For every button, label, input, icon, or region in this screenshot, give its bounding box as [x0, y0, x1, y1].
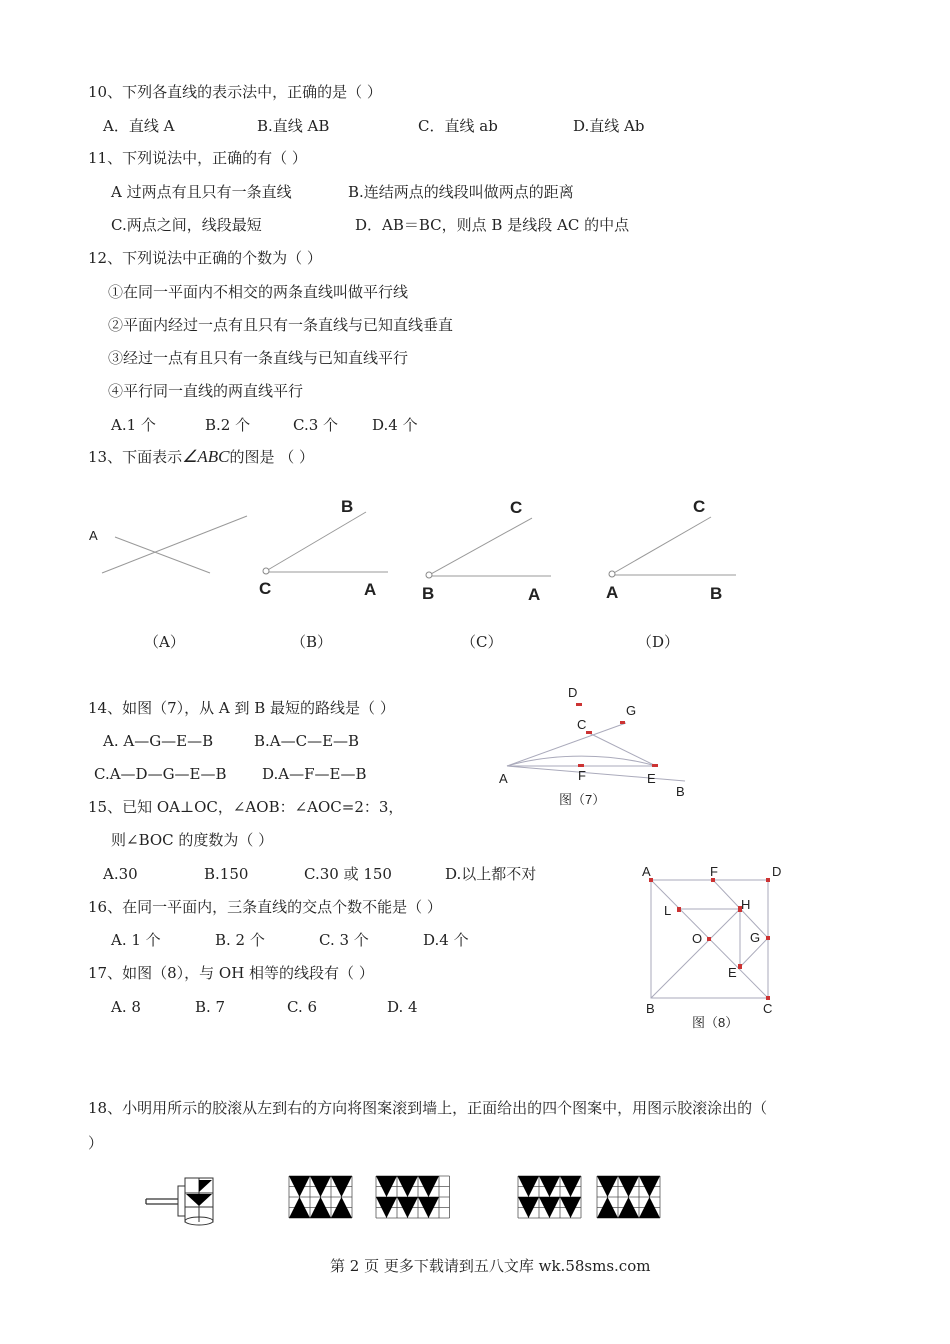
q18-stem: 18、小明用所示的胶滚从左到右的方向将图案滚到墙上，正面给出的四个图案中，用图示胶滚涂出的（	[88, 1099, 768, 1117]
q13-figD-vertex-label: A	[606, 583, 619, 602]
page-footer: 第 2 页 更多下载请到五八文库 wk.58sms.com	[330, 1257, 651, 1275]
q12-option-a: A.1 个	[111, 416, 156, 434]
q15-option-c: C.30 或 150	[304, 865, 392, 883]
fig7-point-G	[620, 721, 625, 724]
q11-option-c: C.两点之间，线段最短	[111, 216, 262, 234]
q12-option-d: D.4 个	[372, 416, 418, 434]
q13-figA-line1	[102, 516, 247, 573]
fig7-label-B: B	[676, 784, 685, 799]
fig8-label-D: D	[772, 864, 782, 879]
fig7-label-F: F	[578, 768, 586, 783]
q13-figB-right-label: A	[364, 580, 377, 599]
fig8-line-BH	[651, 909, 740, 998]
fig8-label-H: H	[741, 897, 751, 912]
pattern-option-4	[597, 1176, 660, 1218]
fig8-point-E	[738, 964, 742, 969]
fig8-label-G: G	[750, 930, 761, 945]
q13-caption-d: （D）	[637, 633, 680, 651]
q13-figC-top-label: C	[510, 498, 523, 517]
fig8-label-O: O	[692, 931, 703, 946]
fig8-point-G	[766, 936, 770, 940]
q12-option-c: C.3 个	[293, 416, 339, 434]
q13-stem: 13、下面表示∠ABC的图是 （ ）	[88, 447, 314, 466]
q13-figD-vertex	[609, 571, 615, 577]
q13-figB-vertex	[263, 568, 269, 574]
q10-option-d: D.直线 Ab	[573, 117, 645, 135]
q13-figC-ray1	[429, 518, 532, 575]
fig7-point-F	[578, 764, 584, 767]
fig7-label-E: E	[647, 771, 656, 786]
q12-statement-4: ④平行同一直线的两直线平行	[108, 382, 304, 400]
fig7-label-C: C	[577, 717, 587, 732]
q15-option-b: B.150	[204, 865, 249, 883]
q17-option-c: C. 6	[287, 998, 318, 1016]
fig7-line-CE	[589, 733, 656, 766]
pattern-option-3	[518, 1176, 581, 1218]
q13-figC-vertex	[426, 572, 432, 578]
q12-statement-1: ①在同一平面内不相交的两条直线叫做平行线	[108, 283, 409, 301]
q13-caption-b: （B）	[291, 633, 333, 651]
fig8-caption: 图（8）	[692, 1015, 739, 1030]
q11-stem: 11、下列说法中，正确的有（ ）	[88, 149, 307, 167]
q17-option-a: A. 8	[111, 998, 141, 1016]
fig7-label-D: D	[568, 685, 578, 700]
q15-stem: 15、已知 OA⊥OC，∠AOB：∠AOC=2：3，	[88, 798, 404, 816]
fig8-label-A: A	[642, 864, 651, 879]
q13-figD-right-label: B	[710, 584, 723, 603]
q10-option-a: A．直线 A	[103, 117, 175, 135]
q15-option-d: D.以上都不对	[445, 865, 537, 883]
q10-option-b: B.直线 AB	[257, 117, 330, 135]
pattern-option-2	[376, 1176, 450, 1218]
fig7-point-D	[576, 703, 582, 706]
roller-mount	[178, 1186, 185, 1216]
fig7-point-C	[586, 731, 592, 734]
q15-stem2: 则∠BOC 的度数为（ ）	[111, 831, 274, 849]
fig7-label-A: A	[499, 771, 508, 786]
fig7-caption: 图（7）	[559, 792, 606, 807]
q14-stem: 14、如图（7），从 A 到 B 最短的路线是（ ）	[88, 699, 395, 717]
q12-stem: 12、下列说法中正确的个数为（ ）	[88, 249, 322, 267]
fig8-label-L: L	[664, 903, 672, 918]
q13-figA-label: A	[89, 528, 98, 543]
q12-statement-2: ②平面内经过一点有且只有一条直线与已知直线垂直	[108, 316, 454, 334]
fig8-point-L	[677, 907, 681, 912]
angle-abc: ∠ABC	[182, 447, 230, 466]
q17-option-d: D. 4	[387, 998, 418, 1016]
q13-figC-vertex-label: B	[422, 584, 435, 603]
q10-option-c: C．直线 ab	[418, 117, 498, 135]
q16-option-c: C. 3 个	[319, 931, 369, 949]
fig8-point-C	[766, 996, 770, 1000]
q13-caption-c: （C）	[461, 633, 503, 651]
q18-stem2: ）	[88, 1134, 104, 1152]
q14-option-b: B.A—C—E—B	[254, 732, 360, 750]
fig8-label-F: F	[710, 864, 718, 879]
q15-option-a: A.30	[103, 865, 138, 883]
fig8-label-E: E	[728, 965, 737, 980]
q11-option-d: D．AB＝BC，则点 B 是线段 AC 的中点	[355, 216, 630, 234]
q14-option-c: C.A—D—G—E—B	[94, 765, 227, 783]
fig8-label-B: B	[646, 1001, 655, 1016]
q13-figB-top-label: B	[341, 497, 354, 516]
fig8-point-D	[766, 878, 770, 882]
fig7-line-AB	[507, 766, 685, 781]
q13-figC-right-label: A	[528, 585, 541, 604]
q16-stem: 16、在同一平面内，三条直线的交点个数不能是（ ）	[88, 898, 442, 916]
pattern-option-1	[289, 1176, 352, 1218]
q13-figB-vertex-label: C	[259, 579, 272, 598]
q17-option-b: B. 7	[195, 998, 226, 1016]
q12-statement-3: ③经过一点有且只有一条直线与已知直线平行	[108, 349, 409, 367]
fig7-label-G: G	[626, 703, 637, 718]
q14-option-d: D.A—F—E—B	[262, 765, 367, 783]
q16-option-a: A. 1 个	[111, 931, 161, 949]
q12-option-b: B.2 个	[205, 416, 251, 434]
fig8-label-C: C	[763, 1001, 773, 1016]
q13-figD-top-label: C	[693, 497, 706, 516]
q14-option-a: A. A—G—E—B	[103, 732, 214, 750]
fig7-line-AG	[507, 723, 626, 766]
q13-caption-a: （A）	[144, 633, 185, 651]
q11-option-a: A 过两点有且只有一条直线	[111, 183, 292, 201]
q17-stem: 17、如图（8），与 OH 相等的线段有（ ）	[88, 964, 374, 982]
q11-option-b: B.连结两点的线段叫做两点的距离	[348, 183, 574, 201]
q16-option-d: D.4 个	[423, 931, 469, 949]
q13-figD-ray1	[612, 517, 711, 574]
q16-option-b: B. 2 个	[215, 931, 265, 949]
q13-figB-ray1	[266, 512, 366, 571]
q10-stem: 10、下列各直线的表示法中，正确的是（ ）	[88, 83, 382, 101]
q13-figA-line2	[115, 537, 210, 573]
fig8-point-O	[707, 937, 711, 941]
fig7-point-E	[652, 764, 658, 767]
